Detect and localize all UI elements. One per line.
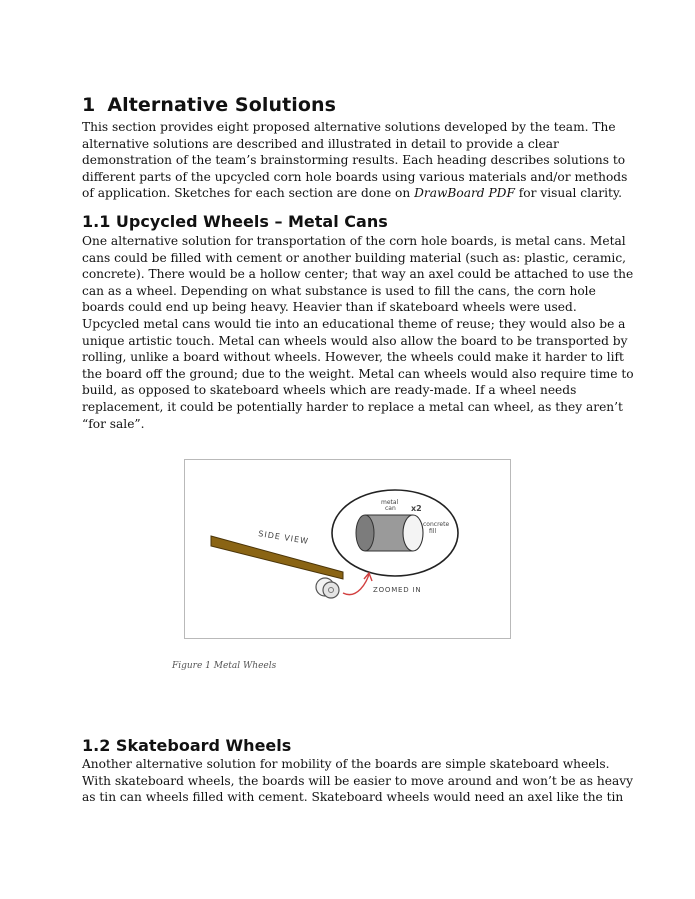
text-line: the board off the ground; due to the weight. Metal can wheels would also require time to (82, 366, 634, 381)
side-view-label: SIDE VIEW (257, 529, 310, 546)
text-line: Upcycled metal cans would tie into an educational theme of reuse; they would also be a (82, 316, 626, 331)
text-line: alternative solutions are described and illustrated in detail to provide a clear (82, 136, 559, 151)
concrete-fill-label: concrete (423, 521, 450, 528)
metal-cans-paragraph (82, 233, 634, 432)
concrete-fill-label: fill (429, 528, 437, 535)
subsection-heading-skateboard-wheels: 1.2 Skateboard Wheels (82, 736, 292, 755)
text-line: as tin can wheels filled with cement. Skateboard wheels would need an axel like the tin (82, 790, 624, 805)
figure-caption: Figure 1 Metal Wheels (172, 661, 277, 671)
text-line: “for sale”. (82, 416, 145, 431)
cornhole-board-sketch (211, 536, 343, 579)
text-line: unique artistic touch. Metal can wheels would also allow the board to be transported by (82, 333, 628, 348)
section-number: 1 (82, 94, 96, 116)
section-heading (82, 94, 336, 116)
text-line: This section provides eight proposed alternative solutions developed by the team. The (82, 120, 616, 134)
figure-metal-wheels (184, 459, 511, 639)
text-line: boards could end up being heavy. Heavier than if skateboard wheels were used. (82, 300, 577, 315)
text-line: rolling, unlike a board without wheels. However, the wheels could make it harder to lift (82, 350, 624, 365)
software-name: DrawBoard PDF (414, 186, 515, 201)
zoomed-in-label: ZOOMED IN (373, 586, 422, 594)
text-line: build, as opposed to skateboard wheels which are ready-made. If a wheel needs (82, 383, 577, 398)
intro-paragraph (82, 119, 628, 202)
text-line: With skateboard wheels, the boards will be easier to move around and won’t be as heavy (82, 773, 634, 788)
text-line: One alternative solution for transportation of the corn hole boards, is metal cans. Metal (82, 234, 626, 248)
quantity-label: x2 (411, 504, 422, 513)
metal-can-sketch (356, 515, 423, 551)
text-line: replacement, it could be potentially harder to replace a metal can wheel, as they aren’t (82, 399, 623, 414)
section-title: Alternative Solutions (107, 94, 337, 116)
text-fragment: of application. Sketches for each section are done on (82, 186, 415, 201)
skateboard-wheels-paragraph (82, 756, 634, 806)
text-line: demonstration of the team’s brainstorming results. Each heading describes solutions to (82, 153, 626, 168)
text-line (82, 185, 622, 202)
text-line: concrete). There would be a hollow center; that way an axel could be attached to use the (82, 267, 634, 282)
text-line: Another alternative solution for mobility of the boards are simple skateboard wheels. (82, 757, 610, 771)
text-fragment: for visual clarity. (514, 186, 623, 201)
wheel-sketch (316, 578, 339, 598)
subsection-heading-metal-cans: 1.1 Upcycled Wheels – Metal Cans (82, 212, 388, 231)
metal-can-label: can (385, 505, 396, 512)
text-line: can as a wheel. Depending on what substance is used to fill the cans, the corn hole (82, 283, 596, 298)
metal-can-label: metal (381, 499, 399, 506)
metal-wheels-sketch (185, 460, 510, 638)
text-line: different parts of the upcycled corn hole boards using various materials and/or methods (82, 169, 628, 184)
text-line: cans could be filled with cement or another building material (such as: plastic, ceramic, (82, 250, 627, 265)
